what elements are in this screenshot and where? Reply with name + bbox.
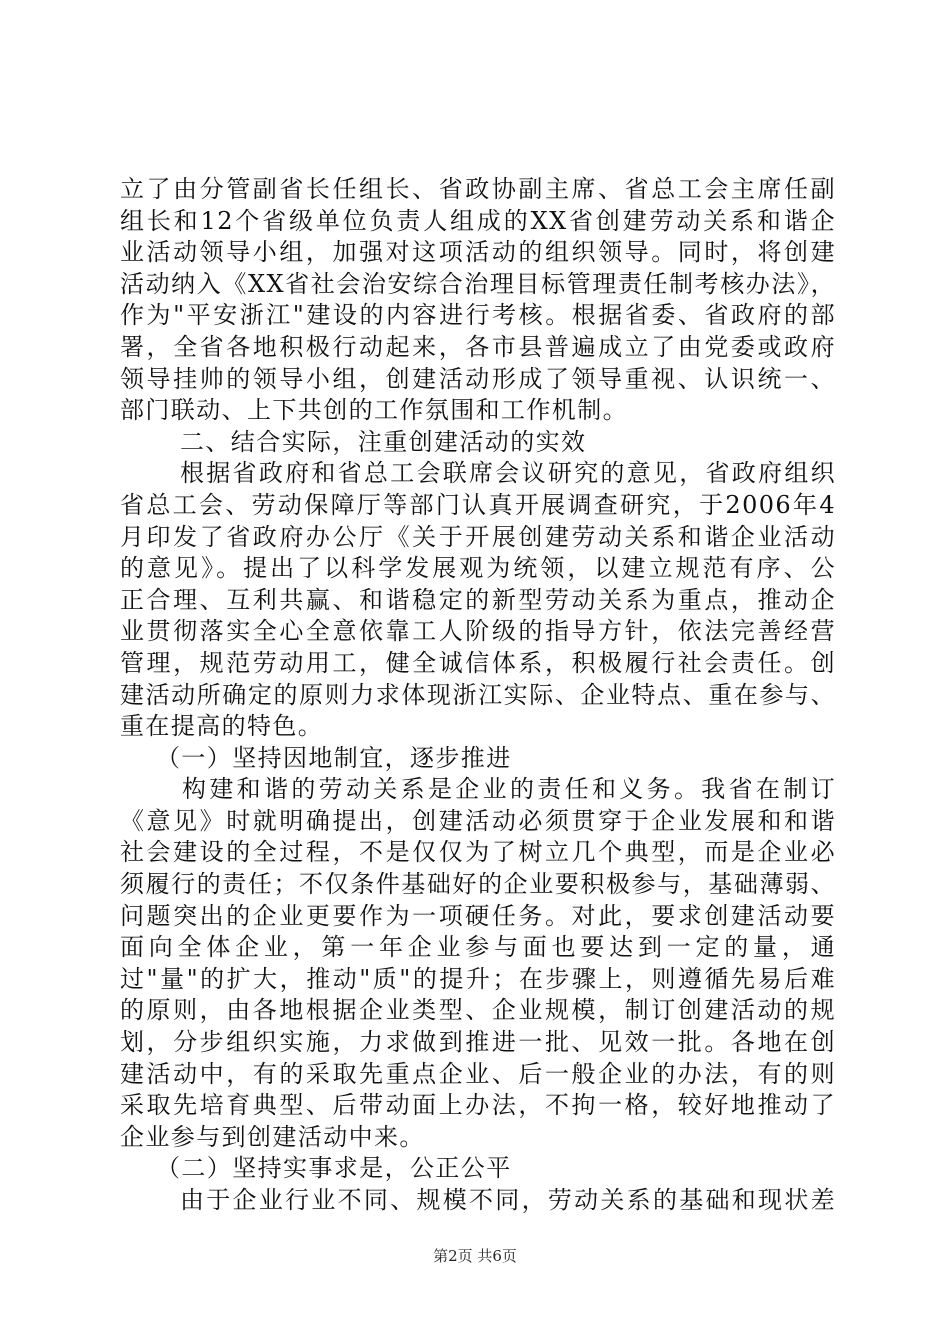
text-line: 划，分步组织实施，力求做到推进一批、见效一批。各地在创 (120, 1028, 836, 1057)
page-footer (0, 1246, 950, 1266)
text-line: 作为"平安浙江"建设的内容进行考核。根据省委、省政府的部 (120, 301, 836, 330)
text-line: 根据省政府和省总工会联席会议研究的意见，省政府组织 (180, 459, 836, 488)
text-line: 面向全体企业，第一年企业参与面也要达到一定的量，通 (120, 933, 836, 962)
subsection-heading: （二）坚持实事求是，公正公平 (156, 1154, 512, 1183)
text-line: 管理，规范劳动用工，健全诚信体系，积极履行社会责任。创 (120, 648, 836, 677)
text-line: 须履行的责任；不仅条件基础好的企业要积极参与，基础薄弱、 (120, 870, 836, 899)
text-line: 业贯彻落实全心全意依靠工人阶级的指导方针，依法完善经营 (120, 617, 836, 646)
text-line: 部门联动、上下共创的工作氛围和工作机制。 (120, 396, 628, 425)
body-text (120, 174, 836, 1217)
text-line: 建活动所确定的原则力求体现浙江实际、企业特点、重在参与、 (120, 680, 836, 709)
text-line: 的原则，由各地根据企业类型、企业规模，制订创建活动的规 (120, 996, 836, 1025)
text-line: 业活动领导小组，加强对这项活动的组织领导。同时，将创建 (120, 238, 836, 267)
text-line: 月印发了省政府办公厅《关于开展创建劳动关系和谐企业活动 (120, 522, 836, 551)
text-line: 署，全省各地积极行动起来，各市县普遍成立了由党委或政府 (120, 332, 836, 361)
text-line: 领导挂帅的领导小组，创建活动形成了领导重视、认识统一、 (120, 364, 836, 393)
text-line: 正合理、互利共赢、和谐稳定的新型劳动关系为重点，推动企 (120, 585, 836, 614)
text-line: 省总工会、劳动保障厅等部门认真开展调查研究，于2006年4 (120, 490, 836, 519)
text-line: 建活动中，有的采取先重点企业、后一般企业的办法，有的则 (120, 1059, 836, 1088)
text-line: 构建和谐的劳动关系是企业的责任和义务。我省在制订 (182, 775, 836, 804)
text-line: 活动纳入《XX省社会治安综合治理目标管理责任制考核办法》， (120, 269, 836, 298)
text-line: 组长和12个省级单位负责人组成的XX省创建劳动关系和谐企 (120, 206, 836, 235)
subsection-heading: （一）坚持因地制宜，逐步推进 (156, 743, 512, 772)
text-line: 采取先培育典型、后带动面上办法，不拘一格，较好地推动了 (120, 1091, 836, 1120)
page-number: 第2页 共6页 (433, 1247, 517, 1265)
text-line: 的意见》。提出了以科学发展观为统领，以建立规范有序、公 (120, 554, 836, 583)
text-line: 《意见》时就明确提出，创建活动必须贯穿于企业发展和和谐 (120, 806, 836, 835)
text-line: 过"量"的扩大，推动"质"的提升；在步骤上，则遵循先易后难 (120, 964, 836, 993)
text-line: 重在提高的特色。 (120, 712, 324, 741)
text-line: 企业参与到创建活动中来。 (120, 1122, 425, 1151)
text-line: 社会建设的全过程，不是仅仅为了树立几个典型，而是企业必 (120, 838, 836, 867)
text-line: 立了由分管副省长任组长、省政协副主席、省总工会主席任副 (120, 175, 836, 203)
section-heading: 二、结合实际，注重创建活动的实效 (180, 427, 587, 456)
text-line: 由于企业行业不同、规模不同，劳动关系的基础和现状差 (180, 1186, 836, 1214)
text-line: 问题突出的企业更要作为一项硬任务。对此，要求创建活动要 (120, 901, 836, 930)
